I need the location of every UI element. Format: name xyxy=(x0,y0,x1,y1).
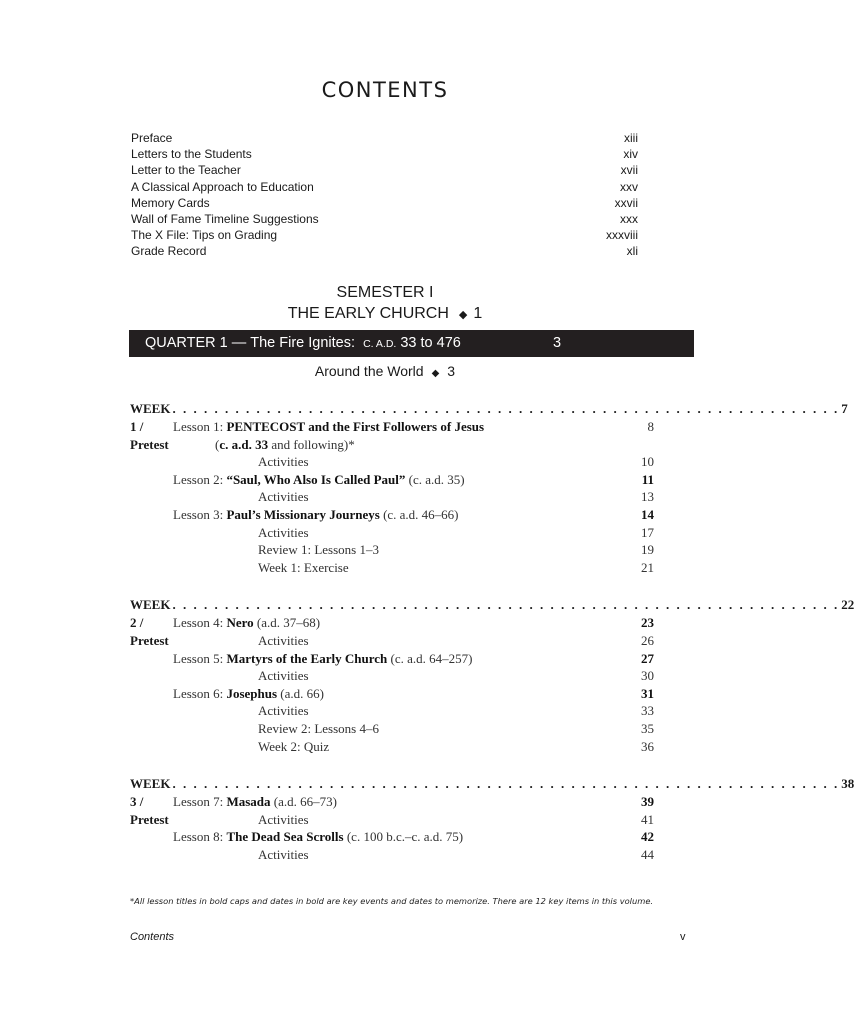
lesson-row xyxy=(130,828,654,846)
lesson-page: 14 xyxy=(641,506,654,522)
lesson-prefix: Activities xyxy=(258,846,309,862)
lesson-page: 19 xyxy=(641,542,654,558)
quarter-page: 3 xyxy=(553,335,562,351)
front-matter-page: xxx xyxy=(620,211,638,226)
front-matter-item xyxy=(131,130,638,146)
lesson-text xyxy=(130,667,309,685)
front-matter-item xyxy=(131,227,638,243)
lesson-row xyxy=(130,541,654,559)
footer-page-number: v xyxy=(680,931,686,943)
lesson-prefix: Activities xyxy=(258,524,309,540)
lesson-title: Paul’s Missionary Journeys xyxy=(226,506,380,522)
lesson-prefix: Week 2: Quiz xyxy=(258,738,330,754)
lesson-text xyxy=(130,418,484,436)
semester-heading xyxy=(0,282,770,326)
lesson-page: 23 xyxy=(641,615,654,631)
lesson-prefix: Activities xyxy=(258,454,309,470)
lesson-page: 30 xyxy=(641,668,654,684)
lesson-title: Josephus xyxy=(226,685,278,701)
lesson-text xyxy=(130,541,379,559)
lesson-row xyxy=(130,846,654,864)
quarter-label: QUARTER 1 xyxy=(145,335,228,351)
lesson-text xyxy=(130,738,329,756)
lesson-page: 39 xyxy=(641,794,654,810)
lesson-title: Nero xyxy=(226,615,254,631)
lesson-title: Martyrs of the Early Church xyxy=(226,650,388,666)
lesson-prefix: Lesson 7: xyxy=(173,794,227,810)
semester-page: 1 xyxy=(473,305,483,322)
lesson-row xyxy=(130,702,654,720)
lesson-suffix: (a.d. 66–73) xyxy=(270,794,337,810)
lesson-row xyxy=(130,720,654,738)
front-matter-page: xiii xyxy=(624,131,638,145)
lesson-row xyxy=(130,418,654,436)
footnote: *All lesson titles in bold caps and dates in bold are key events and dates to memorize. There are 12 key items in this volume. xyxy=(130,896,654,906)
lesson-prefix: Lesson 5: xyxy=(173,650,227,666)
lesson-prefix: Activities xyxy=(258,811,309,827)
lesson-page: 35 xyxy=(641,720,654,736)
diamond-icon: ◆ xyxy=(458,309,468,321)
quarter-circa: C. A.D. xyxy=(363,338,397,350)
lesson-row xyxy=(130,506,654,524)
lesson-row xyxy=(130,650,654,668)
lesson-row xyxy=(130,471,654,489)
lesson-text xyxy=(130,506,459,524)
front-matter-label: Memory Cards xyxy=(131,195,210,210)
lesson-page: 42 xyxy=(641,829,654,845)
lesson-page: 33 xyxy=(641,703,654,719)
lesson-text xyxy=(130,828,463,846)
lesson-text xyxy=(130,650,472,668)
lesson-title: c. a.d. 33 xyxy=(219,436,269,452)
around-world-page: 3 xyxy=(447,363,456,379)
quarter-banner xyxy=(129,330,694,357)
lesson-page: 27 xyxy=(641,650,654,666)
lesson-row xyxy=(130,738,654,756)
front-matter-page: xiv xyxy=(623,147,638,162)
front-matter-item xyxy=(131,211,638,227)
lesson-text xyxy=(130,471,465,489)
lesson-page: 36 xyxy=(641,738,654,754)
lesson-page: 17 xyxy=(641,524,654,540)
lesson-prefix: Lesson 2: xyxy=(173,471,227,487)
week-page: 38 xyxy=(841,776,854,792)
front-matter-item xyxy=(131,179,638,195)
lesson-text xyxy=(130,720,379,738)
week-label: WEEK 2 / Pretest xyxy=(130,597,171,649)
lesson-page: 31 xyxy=(641,685,654,701)
lesson-prefix: Activities xyxy=(258,489,309,505)
lesson-prefix: Lesson 4: xyxy=(173,615,227,631)
footer-section: Contents xyxy=(130,931,175,943)
lesson-row xyxy=(130,614,654,632)
lesson-page: 11 xyxy=(641,471,654,487)
front-matter-label: The X File: Tips on Grading xyxy=(131,228,278,243)
lesson-prefix: Lesson 1: xyxy=(173,419,227,434)
lesson-text xyxy=(130,453,309,471)
front-matter-label: Preface xyxy=(131,131,173,145)
quarter-title xyxy=(145,330,461,358)
lesson-prefix: Lesson 3: xyxy=(173,506,227,522)
front-matter-item xyxy=(131,162,638,178)
lesson-page: 21 xyxy=(641,559,654,575)
quarter-subtitle: The Fire Ignites: xyxy=(250,335,355,351)
lesson-page: 26 xyxy=(641,632,654,648)
front-matter-label: A Classical Approach to Education xyxy=(131,179,314,194)
lesson-prefix: Activities xyxy=(258,632,309,648)
weeks-toc xyxy=(130,400,854,863)
lesson-suffix: (a.d. 66) xyxy=(277,685,324,701)
quarter-range: 33 to 476 xyxy=(400,335,461,351)
front-matter-page: xli xyxy=(626,244,638,259)
front-matter-item xyxy=(131,146,638,162)
lesson-row xyxy=(130,793,654,811)
front-matter-label: Letter to the Teacher xyxy=(131,163,241,178)
lesson-row xyxy=(130,524,654,542)
front-matter-page: xxxviii xyxy=(606,228,638,243)
week-page: 7 xyxy=(841,401,848,416)
lesson-suffix: (c. a.d. 46–66) xyxy=(379,506,459,522)
lesson-suffix: (c. a.d. 35) xyxy=(405,471,465,487)
lesson-row xyxy=(130,436,654,454)
lesson-prefix: ( xyxy=(215,436,220,452)
page-title: CONTENTS xyxy=(321,78,449,102)
lesson-suffix: (c. 100 b.c.–c. a.d. 75) xyxy=(343,829,464,845)
lesson-row xyxy=(130,667,654,685)
lesson-suffix: (c. a.d. 64–257) xyxy=(387,650,473,666)
front-matter-page: xxv xyxy=(620,179,638,194)
lesson-page: 13 xyxy=(641,489,654,505)
front-matter-page: xvii xyxy=(620,163,638,178)
lesson-suffix: and following)* xyxy=(268,436,355,452)
leader-dots: . . . . . . . . . . . . . . . . . . . . . . . . . . . . . . . . . . . . . . . . . . . . . . . . . . . . . . . . . . . . . . . . xyxy=(172,776,840,792)
lesson-text xyxy=(130,559,349,577)
lesson-text xyxy=(130,702,309,720)
front-matter-page: xxvii xyxy=(614,195,638,210)
lesson-text xyxy=(130,685,324,703)
lesson-text xyxy=(130,524,309,542)
front-matter-label: Wall of Fame Timeline Suggestions xyxy=(131,211,319,226)
lesson-prefix: Lesson 8: xyxy=(173,829,227,845)
semester-label: SEMESTER I xyxy=(336,284,434,301)
lesson-prefix: Review 1: Lessons 1–3 xyxy=(258,542,379,558)
week-page: 22 xyxy=(841,597,854,613)
lesson-prefix: Week 1: Exercise xyxy=(258,559,349,575)
front-matter-item xyxy=(131,195,638,211)
lesson-title: “Saul, Who Also Is Called Paul” xyxy=(226,471,406,487)
quarter-dash: — xyxy=(231,335,247,351)
lesson-text xyxy=(130,488,309,506)
week-label: WEEK 3 / Pretest xyxy=(130,776,171,828)
front-matter-list xyxy=(131,130,638,260)
lesson-text xyxy=(130,846,309,864)
lesson-row xyxy=(130,453,654,471)
lesson-page: 8 xyxy=(647,419,654,434)
lesson-page: 44 xyxy=(641,846,654,862)
lesson-page: 41 xyxy=(641,811,654,827)
lesson-row xyxy=(130,811,654,829)
lesson-row xyxy=(130,488,654,506)
lesson-row xyxy=(130,632,654,650)
around-world-label: Around the World xyxy=(314,363,424,379)
lesson-prefix: Activities xyxy=(258,703,309,719)
leader-dots: . . . . . . . . . . . . . . . . . . . . . . . . . . . . . . . . . . . . . . . . . . . . . . . . . . . . . . . . . . . . . . . . xyxy=(172,597,840,613)
around-the-world-heading xyxy=(0,363,770,379)
lesson-suffix: (a.d. 37–68) xyxy=(253,615,321,631)
week-label: WEEK 1 / Pretest xyxy=(130,401,171,452)
lesson-page: 10 xyxy=(641,454,654,470)
semester-title-line xyxy=(0,303,770,326)
leader-dots: . . . . . . . . . . . . . . . . . . . . . . . . . . . . . . . . . . . . . . . . . . . . . . . . . . . . . . . . . . . . . . . . xyxy=(172,401,840,416)
front-matter-item xyxy=(131,243,638,259)
lesson-prefix: Lesson 6: xyxy=(173,685,227,701)
lesson-title: Masada xyxy=(226,794,271,810)
semester-title: THE EARLY CHURCH xyxy=(287,305,449,322)
lesson-title: The Dead Sea Scrolls xyxy=(226,829,344,845)
lesson-row xyxy=(130,559,654,577)
front-matter-label: Letters to the Students xyxy=(131,147,252,162)
lesson-prefix: Activities xyxy=(258,668,309,684)
diamond-icon: ◆ xyxy=(431,368,440,379)
lesson-row xyxy=(130,685,654,703)
lesson-title: PENTECOST and the First Followers of Jesus xyxy=(226,419,485,434)
front-matter-label: Grade Record xyxy=(131,244,207,259)
lesson-prefix: Review 2: Lessons 4–6 xyxy=(258,720,379,736)
